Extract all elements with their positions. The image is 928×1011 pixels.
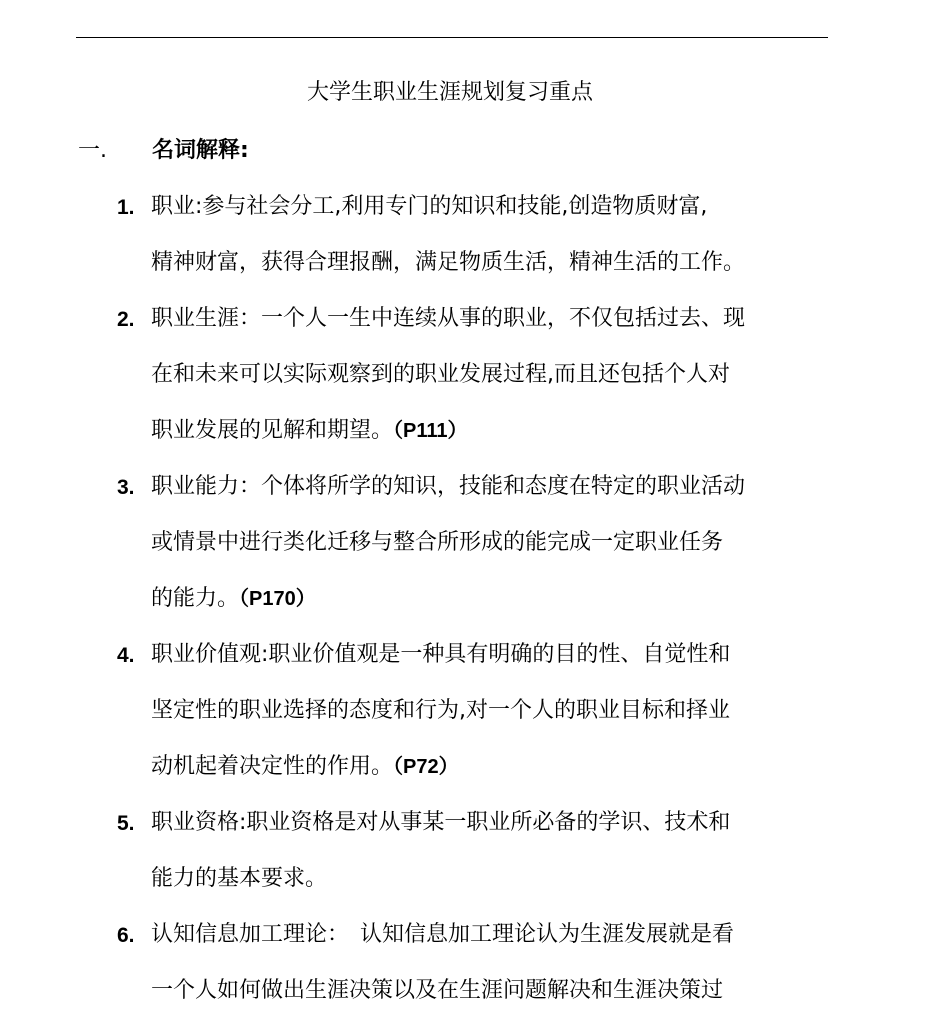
list-item-line: 职业:参与社会分工,利用专门的知识和技能,创造物质财富,: [151, 194, 708, 219]
list-item-line: 职业资格:职业资格是对从事某一职业所必备的学识、技术和: [151, 810, 731, 835]
list-item-number: 3.: [117, 476, 135, 499]
list-item-line: 或情景中进行类化迁移与整合所形成的能完成一定职业任务: [151, 530, 724, 555]
list-item-line: 职业生涯：一个人一生中连续从事的职业，不仅包括过去、现: [151, 306, 746, 331]
list-item-line: 能力的基本要求。: [151, 866, 328, 891]
list-item-line: [151, 752, 459, 782]
header-rule: [76, 37, 828, 38]
list-item-line: 职业价值观:职业价值观是一种具有明确的目的性、自觉性和: [151, 642, 731, 667]
list-item-number: 5.: [117, 812, 135, 835]
list-item-number: 1.: [117, 196, 135, 219]
list-item-text: 动机起着决定性的作用。: [151, 754, 394, 779]
list-item-line: 职业能力：个体将所学的知识，技能和态度在特定的职业活动: [151, 474, 746, 499]
list-item-number: 2.: [117, 308, 135, 331]
list-item-number: 4.: [117, 644, 135, 667]
list-item-line: 在和未来可以实际观察到的职业发展过程,而且还包括个人对: [151, 362, 730, 387]
list-item-line: 精神财富，获得合理报酬，满足物质生活，精神生活的工作。: [151, 250, 746, 275]
list-item-text: 的能力。: [151, 586, 240, 611]
document-title: 大学生职业生涯规划复习重点: [306, 80, 593, 105]
section-heading: [78, 136, 249, 166]
page-reference: （P111）: [393, 420, 468, 442]
list-item-text: 职业发展的见解和期望。: [151, 418, 394, 443]
list-item-line: 认知信息加工理论： 认知信息加工理论认为生涯发展就是看: [151, 922, 735, 947]
section-title: 名词解释:: [152, 138, 249, 163]
page-reference: （P72）: [393, 756, 459, 778]
list-item-line: 一个人如何做出生涯决策以及在生涯问题解决和生涯决策过: [151, 978, 724, 1003]
page-reference: （P170）: [239, 588, 316, 610]
list-item-line: [151, 584, 316, 614]
list-item-line: [151, 416, 468, 446]
list-item-line: 坚定性的职业选择的态度和行为,对一个人的职业目标和择业: [151, 698, 730, 723]
section-number: 一.: [78, 138, 107, 163]
list-item-number: 6.: [117, 924, 135, 947]
